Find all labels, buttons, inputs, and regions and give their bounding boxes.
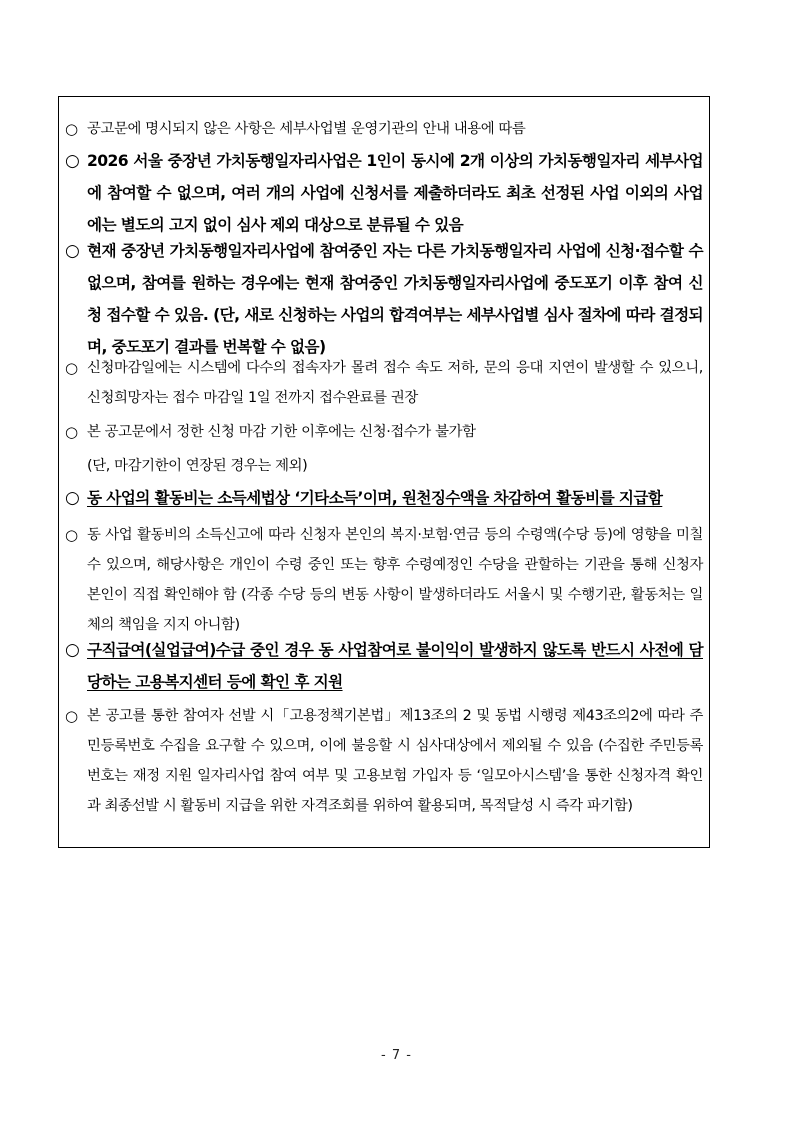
notice-text: 공고문에 명시되지 않은 사항은 세부사업별 운영기관의 안내 내용에 따름	[87, 121, 526, 137]
circle-bullet-icon: ○	[65, 120, 78, 138]
notice-text: 동 사업의 활동비는 소득세법상 ‘기타소득’이며, 원천징수액을 차감하여 활동비를 지급함	[87, 489, 663, 507]
notice-text: 동 사업 활동비의 소득신고에 따라 신청자 본인의 복지·보험·연금 등의 수령액(수당 등)에 영향을 미칠 수 있으며, 해당사항은 개인이 수령 중인 또는 향후 수령예정인 수당을 관할하는 기관을 통해 신청자 본인이 직접 확인해야 함 (각종 수당 등의 변동 사항이 발생하더라도 서울시 및 수행기관, 활동처는 일체의 책임을 지지 아니함)	[87, 527, 703, 633]
page-number: - 7 -	[381, 1048, 412, 1063]
circle-bullet-icon: ○	[65, 526, 78, 544]
notice-text: 신청마감일에는 시스템에 다수의 접속자가 몰려 접수 속도 저하, 문의 응대 지연이 발생할 수 있으니, 신청희망자는 접수 마감일 1일 전까지 접수완료를 권장	[87, 360, 703, 406]
notice-note: (단, 마감기한이 연장된 경우는 제외)	[87, 458, 308, 474]
notice-box	[58, 96, 710, 848]
notice-item-bold	[65, 482, 703, 514]
circle-bullet-icon: ○	[65, 241, 80, 261]
circle-bullet-icon: ○	[65, 151, 80, 171]
notice-text: 2026 서울 중장년 가치동행일자리사업은 1인이 동시에 2개 이상의 가치동행일자리 세부사업에 참여할 수 없으며, 여러 개의 사업에 신청서를 제출하더라도 최초 선정된 사업 이외의 사업에는 별도의 고지 없이 심사 제외 대상으로 분류될 수 있음	[87, 152, 703, 234]
notice-text: 현재 중장년 가치동행일자리사업에 참여중인 자는 다른 가치동행일자리 사업에 신청·접수할 수 없으며, 참여를 원하는 경우에는 현재 참여중인 가치동행일자리사업에 중도포기 이후 참여 신청 접수할 수 있음. (단, 새로 신청하는 사업의 합격여부는 세부사업별 심사 절차에 따라 결정되며, 중도포기 결과를 번복할 수 없음)	[87, 242, 703, 356]
notice-text: 본 공고를 통한 참여자 선발 시「고용정책기본법」제13조의 2 및 동법 시행령 제43조의2에 따라 주민등록번호 수집을 요구할 수 있으며, 이에 불응할 시 심사대상에서 제외될 수 있음 (수집한 주민등록번호는 재정 지원 일자리사업 참여 여부 및 고용보험 가입자 등 ‘일모아시스템’을 통한 신청자격 확인과 최종선발 시 활동비 지급을 위한 자격조회를 위하여 활용되며, 목적달성 시 즉각 파기함)	[87, 708, 703, 814]
notice-item-bold	[65, 145, 703, 241]
circle-bullet-icon: ○	[65, 423, 78, 441]
circle-bullet-icon: ○	[65, 488, 80, 508]
notice-item	[65, 520, 703, 640]
notice-item	[65, 114, 703, 144]
circle-bullet-icon: ○	[65, 640, 80, 660]
notice-item	[65, 701, 703, 821]
circle-bullet-icon: ○	[65, 707, 78, 725]
notice-text: 본 공고문에서 정한 신청 마감 기한 이후에는 신청·접수가 불가함	[87, 424, 476, 440]
circle-bullet-icon: ○	[65, 359, 78, 377]
notice-item	[65, 353, 703, 413]
notice-item	[65, 417, 703, 481]
notice-item-bold	[65, 634, 703, 698]
notice-text: 구직급여(실업급여)수급 중인 경우 동 사업참여로 불이익이 발생하지 않도록 반드시 사전에 담당하는 고용복지센터 등에 확인 후 지원	[87, 641, 703, 691]
notice-item-bold	[65, 235, 703, 363]
